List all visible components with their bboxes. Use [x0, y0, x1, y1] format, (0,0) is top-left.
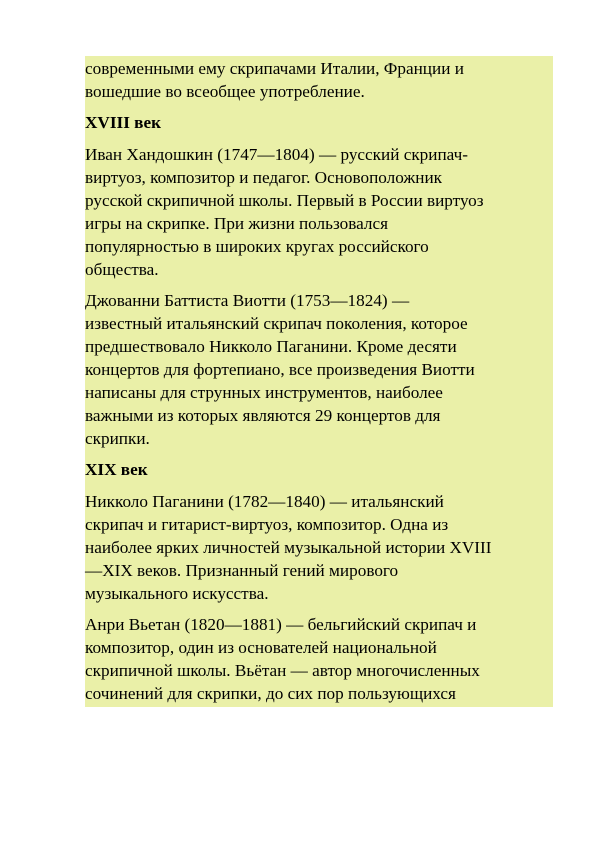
heading-19th-century: XIX век	[85, 460, 148, 479]
document-text-block	[85, 56, 553, 707]
paragraph-khandoshkin: Иван Хандошкин (1747—1804) — русский скрипач- виртуоз, композитор и педагог. Основоположник русской скрипичной школы. Первый в России виртуоз игры на скрипке. При жизни пользовался популярностью в широких кругах российского общества.	[85, 145, 484, 279]
paragraph-intro-continuation: современными ему скрипачами Италии, Франции и вошедшие во всеобщее употребление.	[85, 59, 464, 101]
paragraph-vieuxtemps: Анри Вьетан (1820—1881) — бельгийский скрипач и композитор, один из основателей национальной скрипичной школы. Вьётан — автор многочисленных сочинений для скрипки, до сих пор пользующихся	[85, 615, 480, 703]
paragraph-paganini: Никколо Паганини (1782—1840) — итальянский скрипач и гитарист-виртуоз, композитор. Одна из наиболее ярких личностей музыкальной истории XVIII —XIX веков. Признанный гений мирового музыкального искусства.	[85, 492, 492, 603]
heading-18th-century: XVIII век	[85, 113, 162, 132]
paragraph-viotti: Джованни Баттиста Виотти (1753—1824) — известный итальянский скрипач поколения, которое предшествовало Никколо Паганини. Кроме десяти концертов для фортепиано, все произведения Виотти написаны для струнных инструментов, наиболее важными из которых являются 29 концертов для скрипки.	[85, 291, 475, 448]
